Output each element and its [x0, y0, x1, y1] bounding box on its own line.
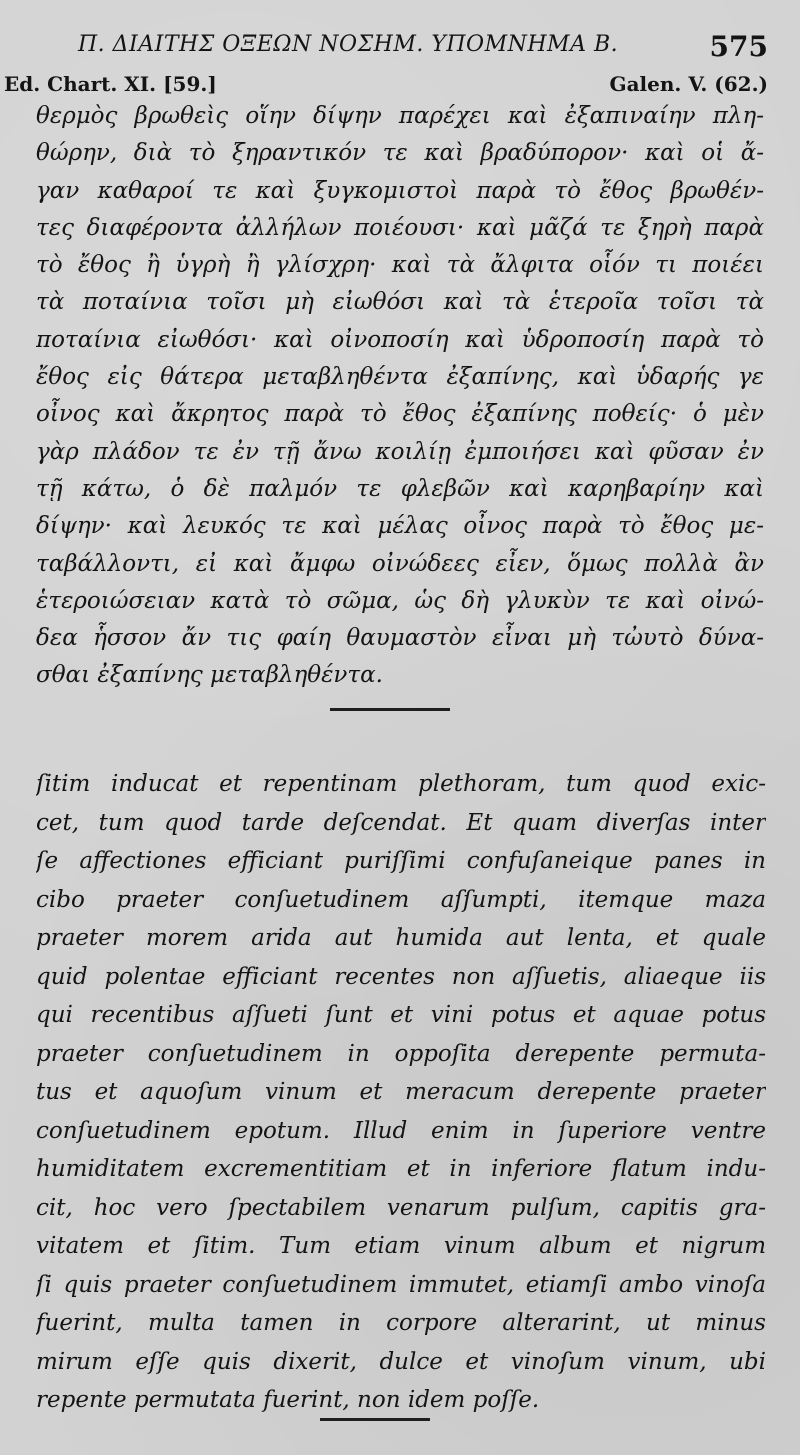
latin-line: conſuetudinem epotum. Illud enim in ſuperiore ventre — [36, 1117, 766, 1144]
latin-translation-block — [36, 765, 766, 1420]
greek-text-block — [36, 98, 764, 695]
greek-line: γὰρ πλάδον τε ἐν τῇ ἄνω κοιλίῃ ἐμποιήσει καὶ φῦσαν ἐν — [36, 438, 764, 465]
latin-line: vitatem et ſitim. Tum etiam vinum album et nigrum — [36, 1233, 766, 1259]
greek-line: θώρην, διὰ τὸ ξηραντικόν τε καὶ βραδύπορον· καὶ οἱ ἄ- — [36, 140, 764, 167]
greek-line: τὸ ἔθος ἢ ὑγρὴ ἢ γλίσχρη· καὶ τὰ ἄλφιτα οἷόν τι ποιέει — [36, 252, 764, 279]
latin-line: ſe affectiones efficiant puriſſimi confuſaneique panes in — [36, 848, 766, 874]
latin-line: cit, hoc vero ſpectabilem venarum pulſum, capitis gra- — [36, 1194, 766, 1221]
latin-line: quid polentae efficiant recentes non aſſuetis, aliaeque iis — [36, 963, 766, 990]
greek-line: ἑτεροιώσειαν κατὰ τὸ σῶμα, ὡς δὴ γλυκὺν τε καὶ οἰνώ- — [36, 587, 764, 614]
greek-line: ποταίνια εἰωθόσι· καὶ οἰνοποσίη καὶ ὑδροποσίη παρὰ τὸ — [36, 326, 764, 353]
latin-line: mirum eſſe quis dixerit, dulce et vinoſum vinum, ubi — [36, 1348, 766, 1375]
greek-line: σθαι ἐξαπίνης μεταβληθέντα. — [36, 662, 383, 689]
page-header — [0, 0, 800, 100]
latin-line: ſi quis praeter conſuetudinem immutet, etiamſi ambo vinoſa — [36, 1271, 766, 1298]
greek-line: τὰ ποταίνια τοῖσι μὴ εἰωθόσι καὶ τὰ ἑτεροῖα τοῖσι τὰ — [36, 289, 764, 316]
page-number: 575 — [709, 30, 768, 63]
greek-line: δεα ἧσσον ἄν τις φαίη θαυμαστὸν εἶναι μὴ τὠυτὸ δύνα- — [36, 625, 764, 652]
greek-line: οἶνος καὶ ἄκρητος παρὰ τὸ ἔθος ἐξαπίνης ποθείς· ὁ μὲν — [36, 401, 764, 428]
edition-reference: Ed. Chart. XI. [59.] — [4, 72, 217, 96]
greek-line: δίψην· καὶ λευκός τε καὶ μέλας οἶνος παρὰ τὸ ἔθος με- — [36, 513, 764, 540]
section-divider-rule — [330, 708, 450, 711]
greek-line: γαν καθαροί τε καὶ ξυγκομιστοὶ παρὰ τὸ ἔθος βρωθέν- — [36, 177, 764, 204]
greek-line: τῇ κάτω, ὁ δὲ παλμόν τε φλεβῶν καὶ καρηβαρίην καὶ — [36, 475, 764, 502]
latin-line: ſitim inducat et repentinam plethoram, tum quod exic- — [36, 771, 766, 797]
latin-line: qui recentibus aſſueti ſunt et vini potus et aquae potus — [36, 1002, 766, 1028]
latin-line: praeter conſuetudinem in oppoſita derepente permuta- — [36, 1040, 766, 1067]
latin-line: cet, tum quod tarde deſcendat. Et quam diverſas inter — [36, 809, 766, 836]
greek-line: θερμὸς βρωθεὶς οἵην δίψην παρέχει καὶ ἐξαπιναίην πλη- — [36, 103, 764, 129]
latin-line: cibo praeter conſuetudinem aſſumpti, itemque maza — [36, 886, 766, 913]
greek-line: ἔθος εἰς θάτερα μεταβληθέντα ἐξαπίνης, καὶ ὑδαρής γε — [36, 364, 764, 391]
latin-line: tus et aquoſum vinum et meracum derepente praeter — [36, 1079, 766, 1105]
running-title: Π. ΔΙΑΙΤΗΣ ΟΞΕΩΝ ΝΟΣΗΜ. ΥΠΟΜΝΗΜΑ Β. — [78, 32, 619, 57]
greek-line: τες διαφέροντα ἀλλήλων ποιέουσι· καὶ μᾶζά τε ξηρὴ παρὰ — [36, 214, 764, 241]
galen-reference: Galen. V. (62.) — [609, 72, 768, 96]
latin-line: praeter morem arida aut humida aut lenta, et quale — [36, 925, 766, 951]
greek-line: ταβάλλοντι, εἰ καὶ ἄμφω οἰνώδεες εἶεν, ὅμως πολλὰ ἂν — [36, 550, 764, 577]
latin-line: repente permutata fuerint, non idem poſſe. — [36, 1387, 540, 1413]
bottom-divider-rule — [320, 1418, 430, 1421]
latin-line: fuerint, multa tamen in corpore alterarint, ut minus — [36, 1310, 766, 1336]
latin-line: humiditatem excrementitiam et in inferiore flatum indu- — [36, 1156, 766, 1182]
